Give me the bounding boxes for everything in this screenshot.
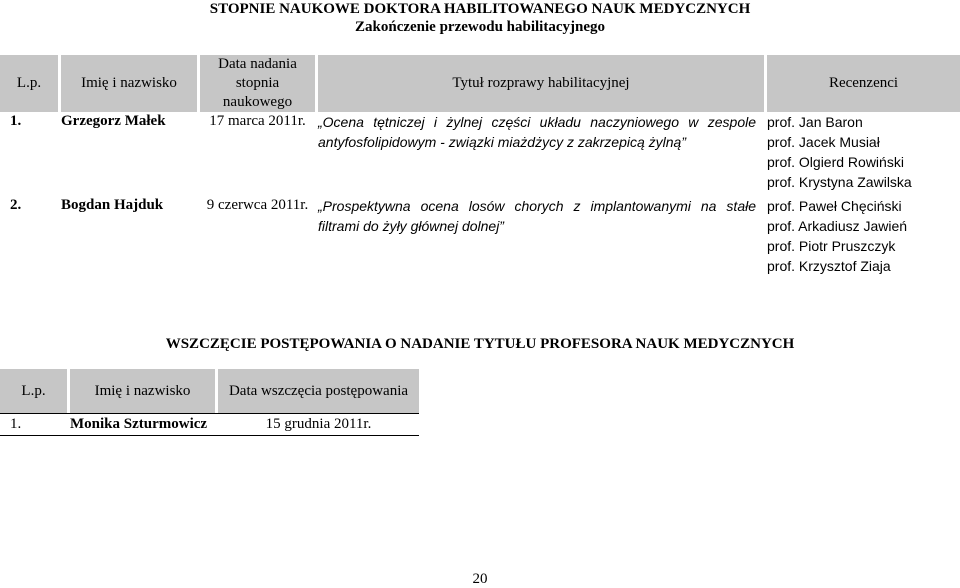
row-name: Grzegorz Małek [61, 113, 166, 129]
row-number: 1. [0, 414, 67, 436]
table-header-row [0, 369, 419, 414]
row-date: 17 marca 2011r. [209, 113, 306, 129]
header-lp: L.p. [21, 382, 46, 399]
header-name: Imię i nazwisko [94, 382, 191, 399]
reviewer: prof. Olgierd Rowiński [767, 154, 904, 170]
professor-table [0, 369, 419, 436]
reviewer: prof. Arkadiusz Jawień [767, 218, 908, 234]
row-number: 2. [10, 197, 22, 213]
row-reviewers [767, 196, 960, 277]
section-title: WSZCZĘCIE POSTĘPOWANIA O NADANIE TYTUŁU PROFESORA NAUK MEDYCZNYCH [165, 336, 795, 352]
header-thesis-title: Tytuł rozprawy habilitacyjnej [452, 75, 630, 91]
row-thesis-title: „Ocena tętniczej i żylnej części układu naczyniowego w zespole antyfosfolipidowym - związki miażdżycy z zakrzepicą żylną” [318, 114, 756, 150]
header-date: Data nadania stopnia naukowego [218, 56, 297, 110]
page-number: 20 [472, 571, 488, 587]
reviewer: prof. Krystyna Zawilska [767, 174, 912, 190]
header-name: Imię i nazwisko [81, 75, 177, 91]
page-title: STOPNIE NAUKOWE DOKTORA HABILITOWANEGO NAUK MEDYCZNYCH [209, 1, 751, 17]
row-thesis-title: „Prospektywna ocena losów chorych z implantowanymi na stałe filtrami do żyły głównej dolnej” [318, 198, 756, 234]
reviewer: prof. Paweł Chęciński [767, 198, 902, 214]
row-number: 1. [10, 113, 22, 129]
header-reviewers: Recenzenci [828, 75, 899, 91]
table-row [0, 196, 960, 277]
row-date: 9 czerwca 2011r. [206, 197, 309, 213]
row-date: 15 grudnia 2011r. [218, 414, 419, 436]
reviewer: prof. Jacek Musiał [767, 134, 880, 150]
row-name: Bogdan Hajduk [61, 197, 164, 213]
reviewer: prof. Piotr Pruszczyk [767, 238, 896, 254]
row-reviewers [767, 112, 960, 196]
header-date: Data wszczęcia postępowania [228, 382, 409, 399]
table-header-row [0, 55, 960, 112]
habilitation-table [0, 55, 960, 277]
table-row [0, 414, 419, 436]
reviewer: prof. Jan Baron [767, 114, 863, 130]
table-row [0, 112, 960, 196]
reviewer: prof. Krzysztof Ziaja [767, 258, 891, 274]
page-subtitle: Zakończenie przewodu habilitacyjnego [355, 19, 605, 35]
row-name: Monika Szturmowicz [70, 414, 215, 436]
header-lp: L.p. [16, 75, 42, 91]
